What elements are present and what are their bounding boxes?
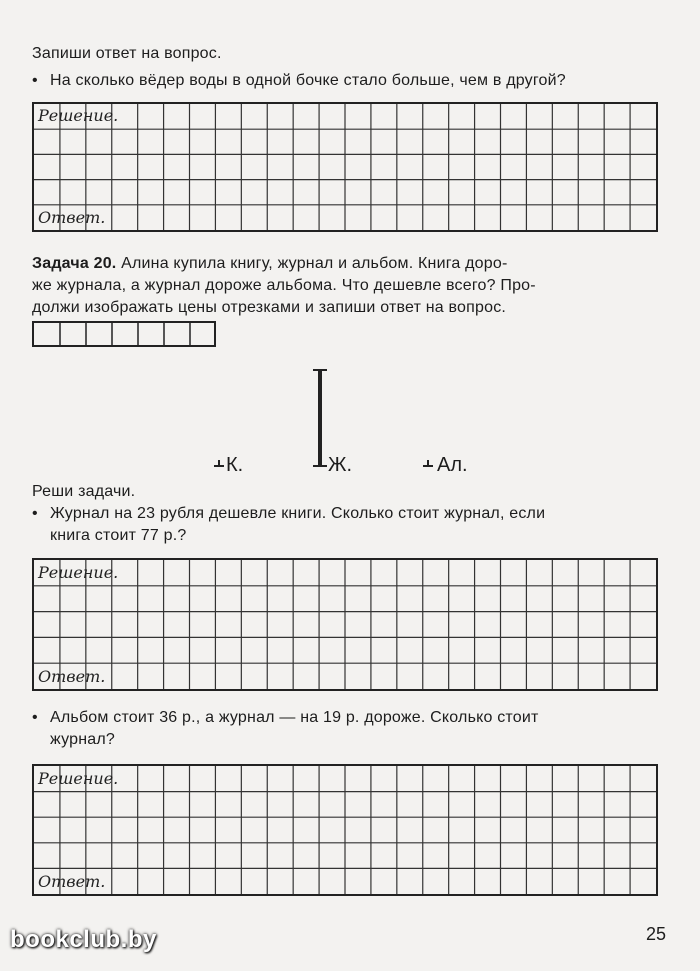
task20-line3: должи изображать цены отрезками и запиши ответ на вопрос. [32,299,507,316]
instruction-text: Запиши ответ на вопрос. [32,45,222,62]
question-1-line2: книга стоит 77 р.? [50,527,187,544]
answer-grid-1[interactable] [32,102,658,232]
segment-journal [313,370,327,466]
question-2-line2: журнал? [50,731,115,748]
page-number: 25 [646,924,667,944]
grid-lines [34,560,656,689]
label-book: К. [226,454,244,476]
answer-cells[interactable] [32,321,216,347]
answer-label: Ответ. [38,872,106,891]
label-album: Ал. [437,454,468,476]
answer-label: Ответ. [38,667,106,686]
solution-label: Решение. [38,769,119,788]
solution-label: Решение. [38,106,119,125]
task20-line2: же журнала, а журнал дороже альбома. Что дешевле всего? Про- [32,277,536,294]
question-text: На сколько вёдер воды в одной бочке стало больше, чем в другой? [50,72,566,89]
bullet: • [32,72,38,89]
bullet: • [32,709,38,726]
site-logo: bookclub.by [10,926,157,953]
question-2-line1: Альбом стоит 36 р., а журнал — на 19 р. дороже. Сколько стоит [50,709,539,726]
segment-book [214,460,224,466]
answer-grid-2[interactable] [32,558,658,691]
question-1-line1: Журнал на 23 рубля дешевле книги. Сколько стоит журнал, если [50,505,546,522]
label-journal: Ж. [328,454,353,476]
task20-line1 [32,253,508,275]
answer-grid-3[interactable] [32,764,658,896]
grid-lines [34,766,656,894]
grid-lines [34,104,656,230]
bullet: • [32,505,38,522]
task20-text: Алина купила книгу, журнал и альбом. Книга доро- [121,255,508,272]
solution-label: Решение. [38,563,119,582]
cell-lines [34,323,214,345]
task-title: Задача 20. [32,255,117,272]
instruction-text-2: Реши задачи. [32,483,136,500]
segment-album [423,460,433,466]
answer-label: Ответ. [38,208,106,227]
